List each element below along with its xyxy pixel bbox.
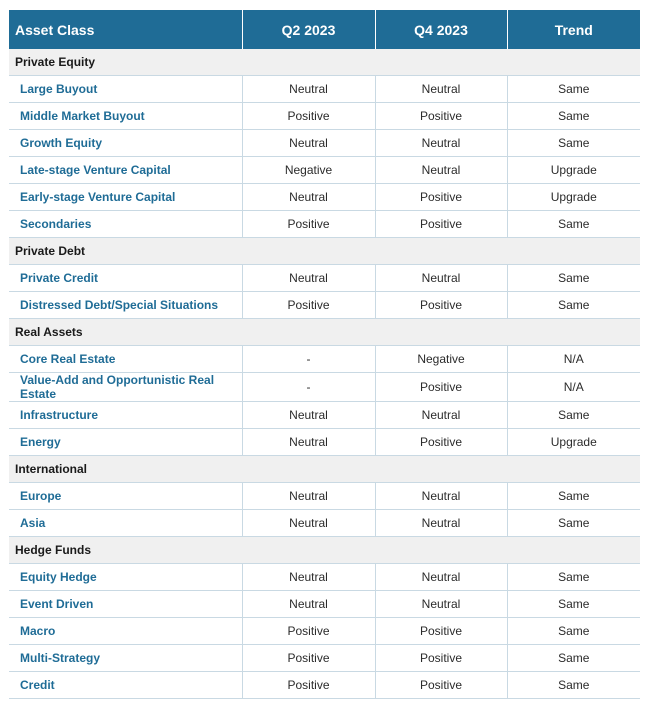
- header-q4-2023: Q4 2023: [375, 10, 507, 49]
- asset-class-cell: Middle Market Buyout: [9, 103, 242, 130]
- trend-cell: Same: [507, 564, 640, 591]
- table-row: [9, 130, 640, 157]
- asset-class-cell: Large Buyout: [9, 76, 242, 103]
- q2-2023-cell: Neutral: [242, 76, 375, 103]
- header-asset-class: Asset Class: [9, 10, 242, 49]
- header-q2-2023: Q2 2023: [242, 10, 375, 49]
- q2-2023-cell: -: [242, 346, 375, 373]
- asset-class-cell: Event Driven: [9, 591, 242, 618]
- q4-2023-cell: Negative: [375, 346, 507, 373]
- table-row: [9, 591, 640, 618]
- q4-2023-cell: Neutral: [375, 76, 507, 103]
- q4-2023-cell: Positive: [375, 672, 507, 699]
- table-row: [9, 373, 640, 402]
- trend-cell: Same: [507, 211, 640, 238]
- group-header-row: [9, 319, 640, 346]
- trend-cell: Same: [507, 591, 640, 618]
- table-row: [9, 645, 640, 672]
- asset-class-cell: Distressed Debt/Special Situations: [9, 292, 242, 319]
- trend-cell: Same: [507, 402, 640, 429]
- q2-2023-cell: Positive: [242, 645, 375, 672]
- table-row: [9, 672, 640, 699]
- asset-class-cell: Equity Hedge: [9, 564, 242, 591]
- table-row: [9, 103, 640, 130]
- group-header-row: [9, 537, 640, 564]
- group-header-row: [9, 49, 640, 76]
- q4-2023-cell: Positive: [375, 373, 507, 402]
- table-row: [9, 346, 640, 373]
- asset-class-cell: Europe: [9, 483, 242, 510]
- q2-2023-cell: Neutral: [242, 429, 375, 456]
- q2-2023-cell: Neutral: [242, 402, 375, 429]
- table-row: [9, 76, 640, 103]
- group-label: Private Equity: [9, 49, 640, 76]
- group-label: International: [9, 456, 640, 483]
- table-row: [9, 265, 640, 292]
- q2-2023-cell: Positive: [242, 292, 375, 319]
- q2-2023-cell: Neutral: [242, 591, 375, 618]
- q2-2023-cell: Neutral: [242, 130, 375, 157]
- q4-2023-cell: Neutral: [375, 564, 507, 591]
- group-label: Real Assets: [9, 319, 640, 346]
- group-header-row: [9, 238, 640, 265]
- asset-class-cell: Core Real Estate: [9, 346, 242, 373]
- asset-class-cell: Asia: [9, 510, 242, 537]
- q4-2023-cell: Positive: [375, 618, 507, 645]
- q4-2023-cell: Neutral: [375, 157, 507, 184]
- trend-cell: Same: [507, 510, 640, 537]
- header-row: [9, 10, 640, 49]
- q2-2023-cell: Neutral: [242, 265, 375, 292]
- q2-2023-cell: Neutral: [242, 483, 375, 510]
- asset-class-cell: Credit: [9, 672, 242, 699]
- asset-class-cell: Early-stage Venture Capital: [9, 184, 242, 211]
- q4-2023-cell: Neutral: [375, 265, 507, 292]
- trend-cell: N/A: [507, 346, 640, 373]
- trend-cell: Upgrade: [507, 157, 640, 184]
- table-header: [9, 10, 640, 49]
- asset-class-cell: Macro: [9, 618, 242, 645]
- asset-class-cell: Secondaries: [9, 211, 242, 238]
- group-header-row: [9, 456, 640, 483]
- table-row: [9, 510, 640, 537]
- trend-cell: Upgrade: [507, 429, 640, 456]
- q4-2023-cell: Neutral: [375, 402, 507, 429]
- asset-class-cell: Infrastructure: [9, 402, 242, 429]
- header-trend: Trend: [507, 10, 640, 49]
- trend-cell: Same: [507, 130, 640, 157]
- trend-cell: Same: [507, 618, 640, 645]
- outlook-table-container: [9, 10, 640, 699]
- table-body: [9, 49, 640, 699]
- trend-cell: Upgrade: [507, 184, 640, 211]
- q2-2023-cell: Positive: [242, 211, 375, 238]
- q4-2023-cell: Positive: [375, 645, 507, 672]
- table-row: [9, 618, 640, 645]
- trend-cell: Same: [507, 265, 640, 292]
- trend-cell: Same: [507, 292, 640, 319]
- asset-class-cell: Growth Equity: [9, 130, 242, 157]
- q4-2023-cell: Positive: [375, 429, 507, 456]
- table-row: [9, 211, 640, 238]
- trend-cell: Same: [507, 103, 640, 130]
- q4-2023-cell: Positive: [375, 292, 507, 319]
- trend-cell: Same: [507, 483, 640, 510]
- asset-class-cell: Private Credit: [9, 265, 242, 292]
- q2-2023-cell: Neutral: [242, 184, 375, 211]
- q4-2023-cell: Positive: [375, 103, 507, 130]
- table-row: [9, 429, 640, 456]
- table-row: [9, 483, 640, 510]
- group-label: Hedge Funds: [9, 537, 640, 564]
- q2-2023-cell: Negative: [242, 157, 375, 184]
- table-row: [9, 292, 640, 319]
- table-row: [9, 402, 640, 429]
- q2-2023-cell: -: [242, 373, 375, 402]
- q4-2023-cell: Positive: [375, 184, 507, 211]
- q4-2023-cell: Neutral: [375, 483, 507, 510]
- q4-2023-cell: Positive: [375, 211, 507, 238]
- q4-2023-cell: Neutral: [375, 510, 507, 537]
- asset-class-cell: Value-Add and Opportunistic Real Estate: [9, 373, 242, 402]
- trend-cell: Same: [507, 672, 640, 699]
- q4-2023-cell: Neutral: [375, 130, 507, 157]
- q4-2023-cell: Neutral: [375, 591, 507, 618]
- table-row: [9, 184, 640, 211]
- asset-class-outlook-table: [9, 10, 640, 699]
- asset-class-cell: Multi-Strategy: [9, 645, 242, 672]
- trend-cell: Same: [507, 76, 640, 103]
- asset-class-cell: Energy: [9, 429, 242, 456]
- q2-2023-cell: Positive: [242, 618, 375, 645]
- trend-cell: N/A: [507, 373, 640, 402]
- q2-2023-cell: Neutral: [242, 564, 375, 591]
- group-label: Private Debt: [9, 238, 640, 265]
- trend-cell: Same: [507, 645, 640, 672]
- asset-class-cell: Late-stage Venture Capital: [9, 157, 242, 184]
- table-row: [9, 564, 640, 591]
- q2-2023-cell: Neutral: [242, 510, 375, 537]
- q2-2023-cell: Positive: [242, 672, 375, 699]
- table-row: [9, 157, 640, 184]
- q2-2023-cell: Positive: [242, 103, 375, 130]
